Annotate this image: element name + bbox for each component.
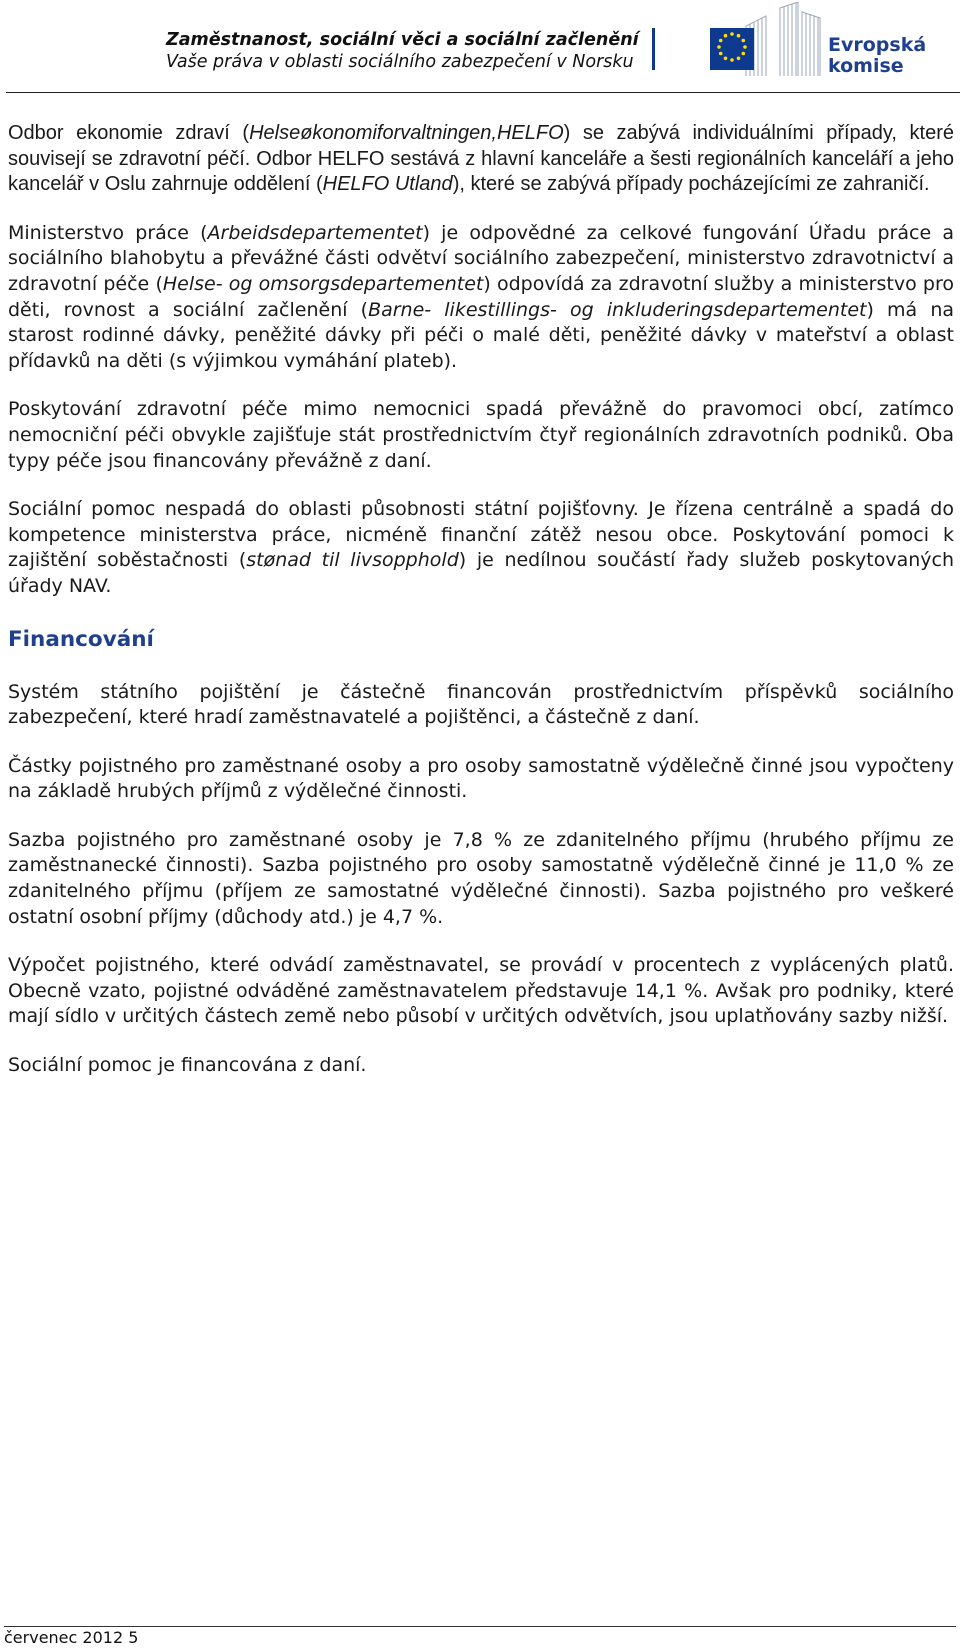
text-run: ), které se zabývá případy pocházejícími ze zahraničí. — [452, 173, 930, 196]
paragraph-social-assistance-funding — [8, 1053, 954, 1079]
commission-building-icon — [746, 2, 820, 76]
italic-term: Helse- og omsorgsdepartementet — [162, 272, 484, 295]
italic-term: Barne- likestillings- og inkluderingsdepartementet — [368, 298, 867, 321]
main-content — [8, 121, 954, 1079]
text-run: Sociální pomoc nespadá do oblasti působnosti státní pojišťovny. Je řízena centrálně a spadá do kompetence ministerstva práce, nicméně finanční zátěž nesou obce. Poskytování pomoci k zajištění soběstačnosti ( — [8, 498, 954, 572]
text-run: ) se zabývá individuálními případy, které souvisejí se zdravotní péčí. Odbor HELFO sestává z hlavní kanceláře a šesti regionálních kanceláří a jeho kancelář v Oslu zahrnuje oddělení ( — [8, 122, 954, 196]
text-run: Ministerstvo práce ( — [8, 221, 208, 244]
header-title: Zaměstnanost, sociální věci a sociální začlenění — [166, 30, 639, 50]
text-run: Systém státního pojištění je částečně financován prostřednictvím příspěvků sociálního zabezpečení, které hradí zaměstnavatelé a pojištěnci, a částečně z daní. — [8, 680, 954, 729]
section-heading-financing: Financování — [8, 626, 154, 652]
footer-rule — [4, 1626, 956, 1627]
header-divider — [652, 28, 655, 70]
paragraph-contribution-rates — [8, 828, 954, 930]
paragraph-contribution-amounts — [8, 754, 954, 805]
text-run: ) má na starost rodinné dávky, peněžité dávky při péči o malé děti, peněžité dávky v mateřství a oblast přídavků na děti (s výjimkou vymáhání plateb). — [8, 298, 955, 372]
logo-text-line2: komise — [828, 55, 904, 77]
italic-term: HELFO Utland — [322, 173, 453, 196]
italic-term: Arbeidsdepartementet — [207, 221, 423, 244]
paragraph-employer-contributions — [8, 953, 954, 1030]
paragraph-social-assistance — [8, 497, 954, 599]
page-footer: červenec 2012 5 — [4, 1628, 139, 1647]
italic-term: Helseøkonomiforvaltningen,HELFO — [249, 122, 564, 144]
text-run: Sazba pojistného pro zaměstnané osoby je 7,8 % ze zdanitelného příjmu (hrubého příjmu ze zaměstnanecké činnosti). Sazba pojistného pro osoby samostatně výdělečně činné je 11,0 % ze zdanitelného příjmu (příjem ze samostatné výdělečné činnosti). Sazba pojistného pro veškeré ostatní osobní příjmy (důchody atd.) je 4,7 %. — [8, 828, 954, 928]
text-run: Odbor ekonomie zdraví ( — [8, 122, 250, 144]
text-run: Výpočet pojistného, které odvádí zaměstnavatel, se provádí v procentech z vyplácených platů. Obecně vzato, pojistné odváděné zaměstnavatelem představuje 14,1 %. Avšak pro podniky, které mají sídlo v určitých částech země nebo působí v určitých odvětvích, jsou uplatňovány sazby nižší. — [8, 954, 954, 1028]
text-run: ) je odpovědné za celkové fungování Úřadu práce a sociálního blahobytu a převážné části odvětví sociálního zabezpečení, ministerstvo zdravotnictví a zdravotní péče ( — [8, 221, 954, 295]
paragraph-health-care — [8, 397, 954, 474]
text-run: Částky pojistného pro zaměstnané osoby a pro osoby samostatně výdělečně činné jsou vypočteny na základě hrubých příjmů z výdělečné činnosti. — [8, 754, 954, 803]
paragraph-ministries — [8, 221, 954, 375]
logo-text-line1: Evropská — [828, 34, 927, 56]
text-run: Sociální pomoc je financována z daní. — [8, 1054, 367, 1077]
header-rule — [6, 92, 960, 93]
european-commission-logo — [680, 2, 960, 78]
text-run: Poskytování zdravotní péče mimo nemocnici spadá převážně do pravomoci obcí, zatímco nemocniční péči obvykle zajišťuje stát prostřednictvím čtyř regionálních zdravotních podniků. Oba typy péče jsou financovány převážně z daní. — [8, 398, 954, 472]
text-run: ) je nedílnou součástí řady služeb poskytovaných úřady NAV. — [8, 549, 955, 597]
paragraph-helfo — [8, 121, 954, 198]
italic-term: stønad til livsopphold — [246, 549, 459, 572]
page-header — [0, 0, 960, 100]
header-subtitle: Vaše práva v oblasti sociálního zabezpečení v Norsku — [166, 52, 634, 72]
paragraph-financing-system — [8, 680, 954, 731]
text-run: ) odpovídá za zdravotní služby a ministerstvo pro děti, rovnost a sociální začlenění ( — [8, 272, 954, 321]
